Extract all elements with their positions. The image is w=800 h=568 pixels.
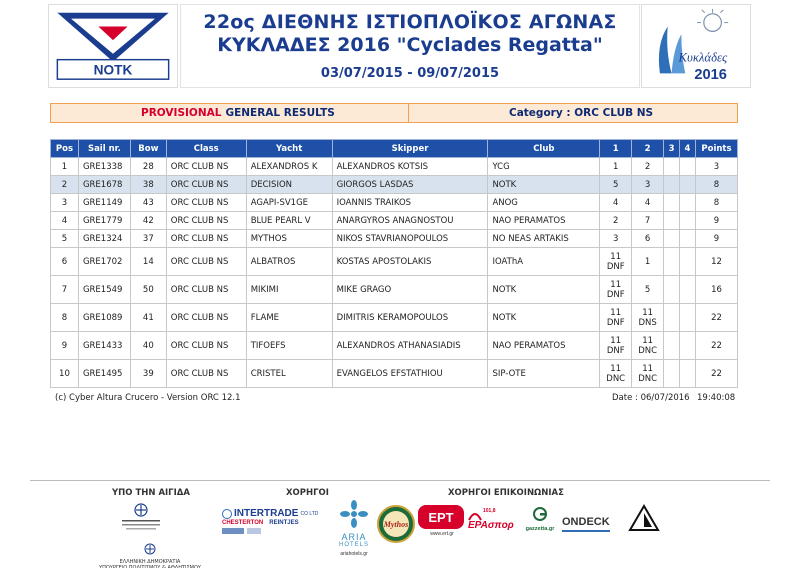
race4-cell (680, 332, 696, 360)
race-score: 11 (642, 363, 654, 374)
race2-cell (632, 194, 664, 212)
gazzetta-icon (532, 506, 548, 522)
column-header[interactable]: 3 (664, 140, 680, 158)
results-table (50, 139, 738, 388)
table-row (51, 248, 738, 276)
race4-cell (680, 276, 696, 304)
skipper-cell: IOANNIS TRAIKOS (332, 194, 488, 212)
notk-logo (48, 4, 178, 88)
bow-cell: 40 (130, 332, 166, 360)
race3-cell (664, 248, 680, 276)
race2-cell (632, 360, 664, 388)
column-header[interactable]: Bow (130, 140, 166, 158)
sponsors-label: ΧΟΡΗΓΟΙ (286, 488, 329, 498)
sail-number-cell: GRE1149 (78, 194, 130, 212)
points-cell: 3 (695, 158, 737, 176)
points-cell: 8 (695, 176, 737, 194)
points-cell: 12 (695, 248, 737, 276)
column-header[interactable]: Club (488, 140, 600, 158)
ert-url-text: www.ert.gr (430, 531, 454, 537)
race1-cell (600, 176, 632, 194)
mythos-text: Mythos (383, 520, 409, 529)
ministry-emblem (70, 540, 230, 566)
position-cell: 5 (51, 230, 79, 248)
table-row (51, 194, 738, 212)
results-banner (50, 103, 738, 123)
ministry-line2: ΥΠΟΥΡΓΕΙΟ ΠΟΛΙΤΙΣΜΟΥ & ΑΘΛΗΤΙΣΜΟΥ (99, 565, 201, 568)
table-row (51, 276, 738, 304)
race1-cell (600, 194, 632, 212)
club-cell: ANOG (488, 194, 600, 212)
skipper-cell: ALEXANDROS ATHANASIADIS (332, 332, 488, 360)
race3-cell (664, 230, 680, 248)
software-credit: (c) Cyber Altura Crucero - Version ORC 12.1 (55, 393, 241, 403)
race2-cell (632, 158, 664, 176)
bow-cell: 37 (130, 230, 166, 248)
title-block (180, 4, 640, 88)
club-cell: NOTK (488, 304, 600, 332)
intertrade-text: INTERTRADE (234, 508, 299, 519)
race3-cell (664, 194, 680, 212)
race1-cell (600, 248, 632, 276)
points-cell: 22 (695, 304, 737, 332)
category-label: Category : ORC CLUB NS (509, 107, 654, 119)
table-body (51, 158, 738, 388)
era-text: ΕΡΑσπορ (468, 520, 514, 531)
race1-cell (600, 304, 632, 332)
cyclades-logo-text: Κυκλάδες (678, 50, 728, 65)
bow-cell: 38 (130, 176, 166, 194)
table-row (51, 176, 738, 194)
chesterton-text: CHESTERTON (222, 520, 264, 526)
race-status: DNF (606, 261, 625, 272)
class-cell: ORC CLUB NS (166, 360, 246, 388)
aria-text: ARIA (341, 532, 367, 542)
era-freq-text: 101,8 (483, 508, 496, 514)
position-cell: 1 (51, 158, 79, 176)
sail-number-cell: GRE1089 (78, 304, 130, 332)
race-score: 11 (642, 307, 654, 318)
event-title: 22ος ΔΙΕΘΝΗΣ ΙΣΤΙΟΠΛΟΪΚΟΣ ΑΓΩΝΑΣ (203, 11, 617, 33)
notk-logo-text: NOTK (93, 62, 133, 78)
points-cell: 16 (695, 276, 737, 304)
race2-cell (632, 332, 664, 360)
table-row (51, 304, 738, 332)
race-score: 2 (613, 215, 619, 226)
cyclades-logo (641, 4, 751, 88)
aria-hotels-logo (334, 500, 374, 564)
race1-cell (600, 230, 632, 248)
race3-cell (664, 212, 680, 230)
column-header[interactable]: Class (166, 140, 246, 158)
race4-cell (680, 230, 696, 248)
bow-cell: 28 (130, 158, 166, 176)
table-row (51, 360, 738, 388)
race3-cell (664, 332, 680, 360)
race3-cell (664, 360, 680, 388)
column-header[interactable]: 2 (632, 140, 664, 158)
cyclades-logo-year: 2016 (694, 67, 727, 84)
race-score: 5 (613, 179, 619, 190)
sponsor-divider (30, 480, 770, 481)
column-header[interactable]: 4 (680, 140, 696, 158)
page-header (0, 0, 800, 92)
race1-cell (600, 158, 632, 176)
yacht-cell: TIFOEFS (246, 332, 332, 360)
yacht-cell: ALEXANDROS K (246, 158, 332, 176)
race-status: DNF (606, 345, 625, 356)
table-row (51, 332, 738, 360)
class-cell: ORC CLUB NS (166, 230, 246, 248)
class-cell: ORC CLUB NS (166, 304, 246, 332)
race-score: 2 (644, 161, 651, 172)
race-status: DNF (606, 289, 625, 300)
race3-cell (664, 158, 680, 176)
points-cell: 22 (695, 332, 737, 360)
sail-number-cell: GRE1338 (78, 158, 130, 176)
position-cell: 6 (51, 248, 79, 276)
race-status: DNC (638, 345, 658, 356)
class-cell: ORC CLUB NS (166, 332, 246, 360)
event-dates: 03/07/2015 - 09/07/2015 (320, 66, 500, 81)
race4-cell (680, 360, 696, 388)
position-cell: 8 (51, 304, 79, 332)
general-results-label: GENERAL RESULTS (225, 107, 335, 119)
yacht-cell: AGAPI-SV1GE (246, 194, 332, 212)
race4-cell (680, 194, 696, 212)
yacht-cell: FLAME (246, 304, 332, 332)
club-cell: NAO PERAMATOS (488, 212, 600, 230)
intertrade-co-text: CO LTD (300, 510, 319, 517)
position-cell: 2 (51, 176, 79, 194)
sail-number-cell: GRE1678 (78, 176, 130, 194)
aegis-label: ΥΠΟ ΤΗΝ ΑΙΓΙΔΑ (112, 488, 190, 498)
race2-cell (632, 304, 664, 332)
column-header[interactable]: Skipper (332, 140, 488, 158)
table-row (51, 158, 738, 176)
race-status: DNS (638, 317, 657, 328)
skipper-cell: DIMITRIS KERAMOPOULOS (332, 304, 488, 332)
sail-number-cell: GRE1779 (78, 212, 130, 230)
race4-cell (680, 212, 696, 230)
club-cell: NO NEAS ARTAKIS (488, 230, 600, 248)
sail-number-cell: GRE1433 (78, 332, 130, 360)
points-cell: 22 (695, 360, 737, 388)
race-score: 4 (644, 197, 651, 208)
club-cell: SIP-OTE (488, 360, 600, 388)
ministry-emblem-top (116, 500, 166, 534)
race4-cell (680, 304, 696, 332)
sail-number-cell: GRE1702 (78, 248, 130, 276)
mythos-logo (376, 504, 416, 544)
event-subtitle: ΚΥΚΛΑΔΕΣ 2016 "Cyclades Regatta" (217, 34, 603, 56)
race-status: DNC (638, 373, 658, 384)
points-cell: 8 (695, 194, 737, 212)
club-cell: NOTK (488, 276, 600, 304)
race-score: 11 (610, 335, 622, 346)
club-cell: IOAThA (488, 248, 600, 276)
points-cell: 9 (695, 230, 737, 248)
race-score: 5 (644, 284, 651, 295)
race2-cell (632, 276, 664, 304)
bow-cell: 50 (130, 276, 166, 304)
position-cell: 4 (51, 212, 79, 230)
race-status: DNF (606, 317, 625, 328)
race-score: 11 (610, 251, 622, 262)
gazzetta-logo (520, 506, 560, 532)
ondeck-text: ONDECK (562, 516, 610, 528)
position-cell: 9 (51, 332, 79, 360)
column-header[interactable]: Sail nr. (78, 140, 130, 158)
skipper-cell: ANARGYROS ANAGNOSTOU (332, 212, 488, 230)
bow-cell: 42 (130, 212, 166, 230)
race1-cell (600, 212, 632, 230)
intertrade-icon (222, 509, 232, 519)
race2-cell (632, 230, 664, 248)
aria-url-text: ariahotels.gr (340, 551, 368, 557)
ert-logo (418, 505, 466, 541)
hotels-text: HOTELS (338, 542, 369, 548)
race4-cell (680, 248, 696, 276)
bow-cell: 14 (130, 248, 166, 276)
yacht-cell: ALBATROS (246, 248, 332, 276)
bow-cell: 39 (130, 360, 166, 388)
race-status: DNC (606, 373, 626, 384)
position-cell: 7 (51, 276, 79, 304)
intertrade-logo (222, 508, 334, 544)
race-score: 3 (644, 179, 651, 190)
class-cell: ORC CLUB NS (166, 158, 246, 176)
race2-cell (632, 248, 664, 276)
race2-cell (632, 176, 664, 194)
yacht-cell: BLUE PEARL V (246, 212, 332, 230)
race-score: 11 (610, 363, 622, 374)
yacht-cell: MIKIMI (246, 276, 332, 304)
reintjes-text: REINTJES (269, 520, 299, 526)
results-date: Date : 06/07/2016 (612, 393, 690, 403)
race4-cell (680, 158, 696, 176)
sail-triangle-logo (628, 504, 660, 532)
race3-cell (664, 176, 680, 194)
sail-number-cell: GRE1495 (78, 360, 130, 388)
ert-text: ΕΡΤ (428, 509, 454, 525)
race3-cell (664, 304, 680, 332)
race2-cell (632, 212, 664, 230)
yacht-cell: DECISION (246, 176, 332, 194)
race-score: 11 (610, 279, 622, 290)
table-row (51, 230, 738, 248)
race-score: 6 (644, 233, 651, 244)
bow-cell: 41 (130, 304, 166, 332)
class-cell: ORC CLUB NS (166, 248, 246, 276)
club-cell: NAO PERAMATOS (488, 332, 600, 360)
position-cell: 10 (51, 360, 79, 388)
points-cell: 9 (695, 212, 737, 230)
class-cell: ORC CLUB NS (166, 176, 246, 194)
club-cell: YCG (488, 158, 600, 176)
race-score: 1 (613, 161, 619, 172)
gazzetta-text: gazzetta.gr (525, 526, 555, 532)
race-score: 3 (613, 233, 619, 244)
yacht-cell: MYTHOS (246, 230, 332, 248)
race1-cell (600, 276, 632, 304)
race1-cell (600, 332, 632, 360)
ondeck-logo (562, 510, 616, 530)
skipper-cell: MIKE GRAGO (332, 276, 488, 304)
comm-sponsors-label: ΧΟΡΗΓΟΙ ΕΠΙΚΟΙΝΩΝΙΑΣ (448, 488, 564, 498)
position-cell: 3 (51, 194, 79, 212)
class-cell: ORC CLUB NS (166, 276, 246, 304)
sail-number-cell: GRE1324 (78, 230, 130, 248)
race1-cell (600, 360, 632, 388)
race-score: 7 (644, 215, 651, 226)
table-row (51, 212, 738, 230)
column-header[interactable]: 1 (600, 140, 632, 158)
skipper-cell: NIKOS STAVRIANOPOULOS (332, 230, 488, 248)
column-header[interactable]: Pos (51, 140, 79, 158)
skipper-cell: GIORGOS LASDAS (332, 176, 488, 194)
ministry-line1: ΕΛΛΗΝΙΚΗ ΔΗΜΟΚΡΑΤΙΑ (119, 559, 181, 565)
race3-cell (664, 276, 680, 304)
table-header-row (51, 140, 738, 158)
aria-flower-icon (334, 500, 374, 528)
era-sport-logo (468, 508, 518, 536)
skipper-cell: ALEXANDROS KOTSIS (332, 158, 488, 176)
race-score: 11 (642, 335, 654, 346)
race-score: 4 (613, 197, 619, 208)
race-score: 1 (644, 256, 651, 267)
provisional-label: PROVISIONAL (141, 107, 222, 119)
results-time: 19:40:08 (697, 393, 736, 403)
race-score: 11 (610, 307, 622, 318)
yacht-cell: CRISTEL (246, 360, 332, 388)
club-cell: NOTK (488, 176, 600, 194)
bow-cell: 43 (130, 194, 166, 212)
class-cell: ORC CLUB NS (166, 212, 246, 230)
skipper-cell: KOSTAS APOSTOLAKIS (332, 248, 488, 276)
results-banner-title (51, 104, 409, 122)
race4-cell (680, 176, 696, 194)
class-cell: ORC CLUB NS (166, 194, 246, 212)
column-header[interactable]: Yacht (246, 140, 332, 158)
skipper-cell: EVANGELOS EFSTATHIOU (332, 360, 488, 388)
sail-number-cell: GRE1549 (78, 276, 130, 304)
column-header[interactable]: Points (695, 140, 737, 158)
